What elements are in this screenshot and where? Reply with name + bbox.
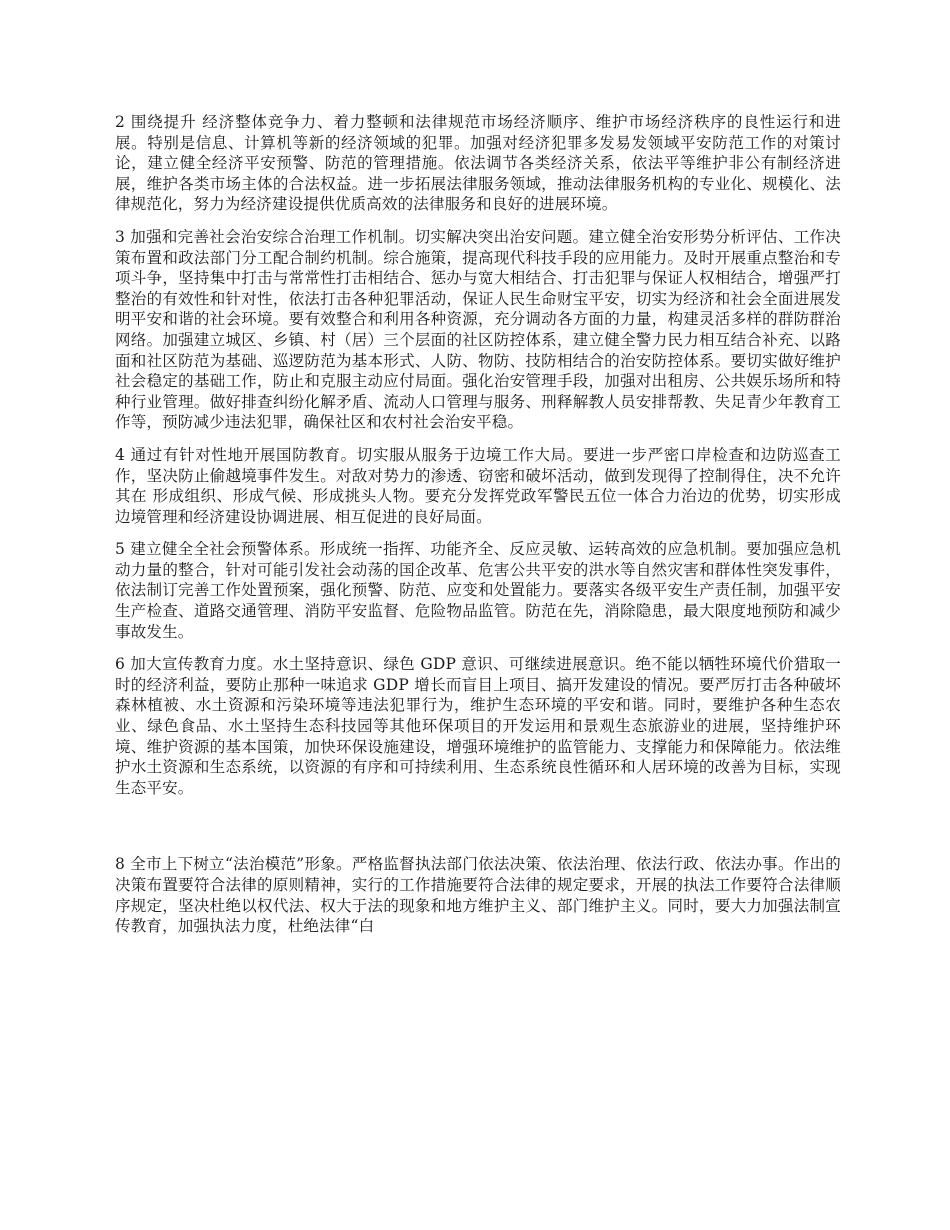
paragraph-item-8: 8 全市上下树立“法治模范”形象。严格监督执法部门依法决策、依法治理、依法行政、依法办事。作出的决策布置要符合法律的原则精神，实行的工作措施要符合法律的规定要求，开展的执法工作要符合法律顺序规定，坚决杜绝以权代法、权大于法的现象和地方维护主义、部门维护主义。同时，要大力加强法制宣传教育，加强执法力度，杜绝法律“白 (115, 855, 841, 936)
paragraph-item-2: 2 围绕提升 经济整体竞争力、着力整顿和法律规范市场经济顺序、维护市场经济秩序的良性运行和进展。特别是信息、计算机等新的经济领域的犯罪。加强对经济犯罪多发易发领域平安防范工作的对策讨论，建立健全经济平安预警、防范的管理措施。依法调节各类经济关系，依法平等维护非公有制经济进展，维护各类市场主体的合法权益。进一步拓展法律服务领域，推动法律服务机构的专业化、规模化、法律规范化，努力为经济建设提供优质高效的法律服务和良好的进展环境。 (115, 113, 841, 214)
document-body (115, 112, 841, 949)
paragraph-item-3: 3 加强和完善社会治安综合治理工作机制。切实解决突出治安问题。建立健全治安形势分析评估、工作决策布置和政法部门分工配合制约机制。综合施策，提高现代科技手段的应用能力。及时开展重点整治和专项斗争，坚持集中打击与常常性打击相结合、惩办与宽大相结合、打击犯罪与保证人权相结合，增强严打整治的有效性和针对性，依法打击各种犯罪活动，保证人民生命财宝平安，切实为经济和社会全面进展发明平安和谐的社会环境。要有效整合和利用各种资源，充分调动各方面的力量，构建灵活多样的群防群治网络。加强建立城区、乡镇、村（居）三个层面的社区防控体系，建立健全警力民力相互结合补充、以路面和社区防范为基础、巡逻防范为基本形式、人防、物防、技防相结合的治安防控体系。要切实做好维护社会稳定的基础工作，防止和克服主动应付局面。强化治安管理手段，加强对出租房、公共娱乐场所和特种行业管理。做好排查纠纷化解矛盾、流动人口管理与服务、刑释解教人员安排帮教、失足青少年教育工作等，预防减少违法犯罪，确保社区和农村社会治安平稳。 (115, 227, 841, 432)
paragraph-item-6: 6 加大宣传教育力度。水土坚持意识、绿色 GDP 意识、可继续进展意识。绝不能以牺牲环境代价猎取一时的经济利益，要防止那种一味追求 GDP 增长而盲目上项目、搞开发建设的情况。要严厉打击各种破坏森林植被、水土资源和污染环境等违法犯罪行为，维护生态环境的平安和谐。同时，要维护各种生态农业、绿色食品、水土坚持生态科技园等其他环保项目的开发运用和景观生态旅游业的进展，坚持维护环境、维护资源的基本国策，加快环保设施建设，增强环境维护的监管能力、支撑能力和保障能力。依法维护水土资源和生态系统，以资源的有序和可持续利用、生态系统良性循环和人居环境的改善为目标，实现生态平安。 (115, 655, 841, 797)
section-gap (115, 810, 841, 854)
paragraph-item-5: 5 建立健全全社会预警体系。形成统一指挥、功能齐全、反应灵敏、运转高效的应急机制。要加强应急机动力量的整合，针对可能引发社会动荡的国企改革、危害公共平安的洪水等自然灾害和群体性突发事件，依法制订完善工作处置预案，强化预警、防范、应变和处置能力。要落实各级平安生产责任制，加强平安生产检查、道路交通管理、消防平安监督、危险物品监管。防范在先，消除隐患，最大限度地预防和减少事故发生。 (115, 540, 841, 641)
paragraph-item-4: 4 通过有针对性地开展国防教育。切实服从服务于边境工作大局。要进一步严密口岸检查和边防巡查工作，坚决防止偷越境事件发生。对敌对势力的渗透、窃密和破坏活动，做到发现得了控制得住，决不允许其在 形成组织、形成气候、形成挑头人物。要充分发挥党政军警民五位一体合力治边的优势，切实形成边境管理和经济建设协调进展、相互促进的良好局面。 (115, 445, 841, 526)
